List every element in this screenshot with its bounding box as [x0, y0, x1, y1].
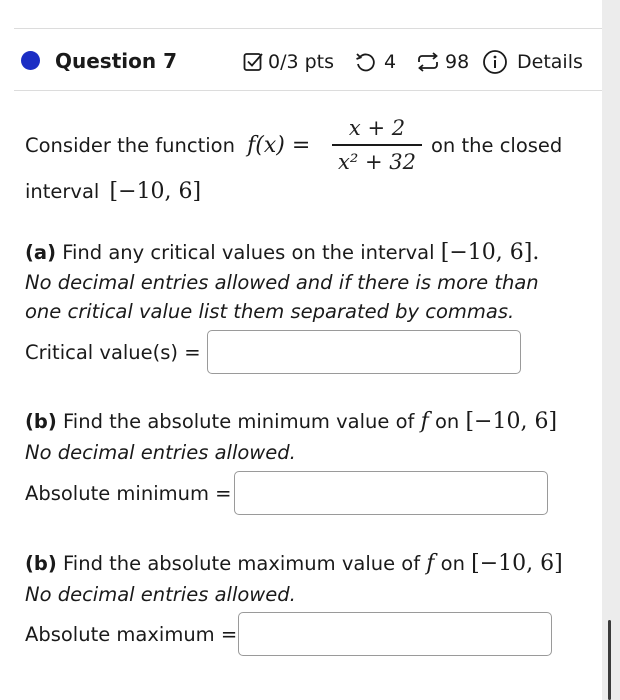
part-b-max-text: Find the absolute maximum value of	[63, 552, 421, 575]
function-label: f(x) =	[247, 133, 311, 158]
interval-word: interval	[25, 180, 100, 203]
interval-value: [−10, 6]	[109, 179, 202, 204]
part-a-prompt	[25, 240, 539, 266]
submissions-count: 98	[445, 51, 470, 73]
part-b-min-text: Find the absolute minimum value of	[63, 410, 415, 433]
points-text: 0/3 pts	[268, 51, 335, 73]
scrollbar-thumb[interactable]	[608, 620, 611, 700]
part-b-max-interval: [−10, 6]	[471, 551, 563, 576]
fraction-numerator: x + 2	[348, 116, 406, 140]
undo-icon	[354, 51, 376, 73]
function-fraction	[332, 114, 422, 176]
part-b-min-prompt	[25, 409, 557, 435]
part-a-text: Find any critical values on the interval	[62, 241, 435, 264]
part-a-interval: [−10, 6].	[440, 240, 540, 265]
part-b-min-on: on	[434, 410, 460, 433]
repeat-icon	[416, 51, 440, 73]
part-a-label: (a)	[25, 241, 56, 264]
critical-values-input[interactable]	[207, 330, 521, 374]
part-b-min-label: (b)	[25, 410, 57, 433]
part-b-max-var: f	[426, 551, 435, 576]
absolute-minimum-input[interactable]	[234, 471, 548, 515]
points-indicator	[242, 49, 334, 75]
details-label: Details	[517, 51, 583, 73]
part-b-max-on: on	[440, 552, 465, 575]
part-a-note-line1: No decimal entries allowed and if there is more than	[25, 271, 539, 294]
intro-after-fraction: on the closed	[431, 134, 563, 157]
intro-interval-line	[25, 179, 201, 205]
absolute-maximum-input[interactable]	[238, 612, 552, 656]
part-b-max-prompt	[25, 551, 563, 577]
part-a-note-line2: one critical value list them separated by commas.	[25, 300, 515, 323]
checkbox-icon	[242, 51, 264, 73]
retries-indicator	[354, 49, 396, 75]
question-status-dot	[21, 51, 40, 70]
submissions-indicator	[416, 49, 469, 75]
absolute-maximum-label: Absolute maximum =	[25, 623, 238, 646]
part-b-max-label: (b)	[25, 552, 57, 575]
part-b-min-var: f	[420, 409, 429, 434]
top-divider	[14, 28, 602, 29]
info-icon	[482, 49, 508, 75]
retries-count: 4	[384, 51, 397, 73]
intro-text	[25, 133, 310, 159]
question-title: Question 7	[55, 49, 177, 73]
intro-lead: Consider the function	[25, 134, 235, 157]
header-divider	[14, 90, 602, 91]
fraction-denominator: x² + 32	[338, 149, 416, 174]
scrollbar-track[interactable]	[602, 0, 620, 700]
fraction-bar	[332, 144, 422, 146]
absolute-minimum-label: Absolute minimum =	[25, 482, 232, 505]
part-b-min-note: No decimal entries allowed.	[25, 441, 296, 464]
critical-values-label: Critical value(s) =	[25, 341, 201, 364]
details-button[interactable]	[482, 49, 583, 75]
part-b-min-interval: [−10, 6]	[465, 409, 558, 434]
part-b-max-note: No decimal entries allowed.	[25, 583, 296, 606]
